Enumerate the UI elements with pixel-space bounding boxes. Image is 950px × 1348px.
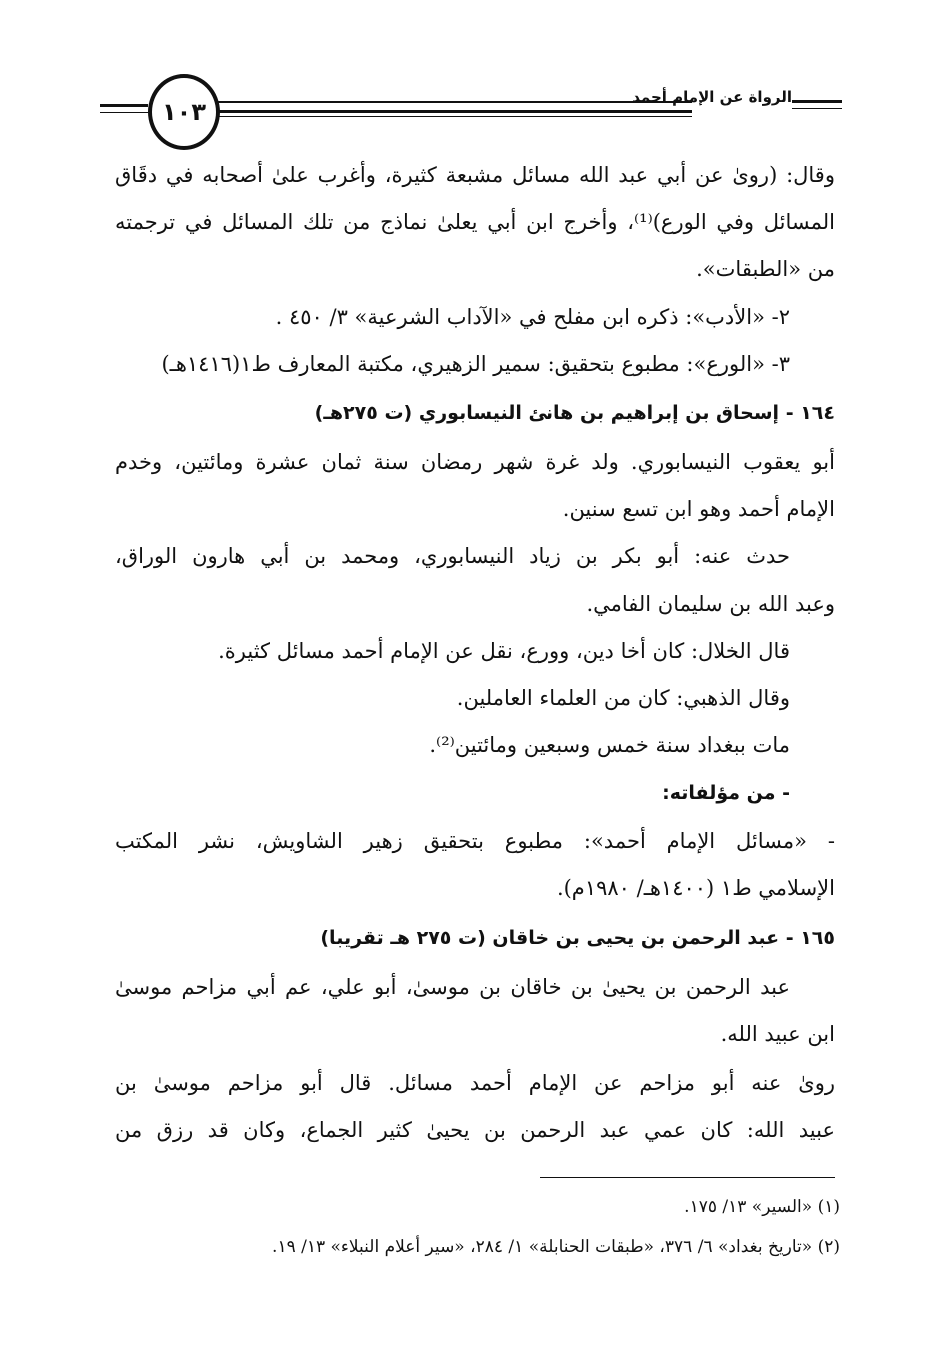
entry-heading: ١٦٥ - عبد الرحمن بن يحيى بن خاقان (ت ٢٧٥ هـ تقريبا) — [320, 927, 835, 949]
text-line: الإمام أحمد وهو ابن تسع سنين. — [562, 497, 835, 521]
footnote: (١) «السير» ١٣/ ١٧٥. — [684, 1197, 840, 1217]
footnote: (٢) «تاريخ بغداد» ٦/ ٣٧٦، «طبقات الحنابلة» ١/ ٢٨٤، «سير أعلام النبلاء» ١٣/ ١٩. — [272, 1237, 840, 1257]
text-line: أبو يعقوب النيسابوري. ولد غرة شهر رمضان سنة ثمان عشرة ومائتين، وخدم — [115, 450, 835, 474]
text-line: وقال: (رویٰ عن أبي عبد الله مسائل مشبعة كثيرة، وأغرب علىٰ أصحابه في دقَاق — [115, 163, 835, 187]
page-header — [100, 70, 850, 150]
text-line: حدث عنه: أبو بكر بن زياد النيسابوري، ومحمد بن أبي هارون الوراق، — [115, 544, 790, 568]
text-line: عبد الرحمن بن يحيىٰ بن خاقان بن موسىٰ، أبو علي، عم أبي مزاحم موسىٰ — [115, 975, 790, 999]
running-title: الرواة عن الإمام أحمد — [632, 88, 792, 106]
text-line: ابن عبيد الله. — [720, 1022, 835, 1046]
header-rule-left-thin — [100, 112, 148, 113]
text-line: من «الطبقات». — [696, 257, 835, 281]
text-line: قال الخلال: كان أخا دين، وورع، نقل عن الإمام أحمد مسائل كثيرة. — [218, 639, 790, 663]
header-rule-right — [792, 100, 842, 103]
subheading: - من مؤلفاته: — [662, 782, 790, 804]
text-line: وعبد الله بن سليمان الفامي. — [586, 592, 835, 616]
text-line: رویٰ عنه أبو مزاحم عن الإمام أحمد مسائل. قال أبو مزاحم موسىٰ بن — [115, 1071, 835, 1095]
entry-heading: ١٦٤ - إسحاق بن إبراهيم بن هانئ النيسابوري (ت ٢٧٥هـ) — [314, 402, 835, 424]
header-rule-right-thin — [792, 108, 842, 109]
text-line: عبيد الله: كان عمي عبد الرحمن بن يحيىٰ كثير الجماع، وكان قد رزق من — [115, 1118, 835, 1142]
footnote-separator — [540, 1177, 835, 1178]
header-rule-middle-thin — [216, 116, 692, 117]
list-item: ٣- «الورع»: مطبوع بتحقيق: سمير الزهيري، مكتبة المعارف ط١(١٤١٦هـ) — [161, 352, 790, 376]
text-line: المسائل وفي الورع)⁽¹⁾، وأخرج ابن أبي يعلىٰ نماذج من تلك المسائل في ترجمته — [115, 210, 835, 234]
text-line: - «مسائل الإمام أحمد»: مطبوع بتحقيق زهير الشاويش، نشر المكتب — [115, 829, 835, 853]
header-rule-middle-thick — [216, 110, 692, 113]
text-line: وقال الذهبي: كان من العلماء العاملين. — [456, 686, 790, 710]
page-number: ١٠٣ — [148, 74, 220, 150]
text-line: الإسلامي ط١ (١٤٠٠هـ/ ١٩٨٠م). — [556, 876, 835, 900]
text-line: مات ببغداد سنة خمس وسبعين ومائتين⁽²⁾. — [429, 733, 790, 757]
header-rule-left — [100, 104, 148, 107]
list-item: ٢- «الأدب»: ذكره ابن مفلح في «الآداب الشرعية» ٣/ ٤٥٠ . — [275, 305, 790, 329]
header-rule-middle — [216, 101, 692, 103]
